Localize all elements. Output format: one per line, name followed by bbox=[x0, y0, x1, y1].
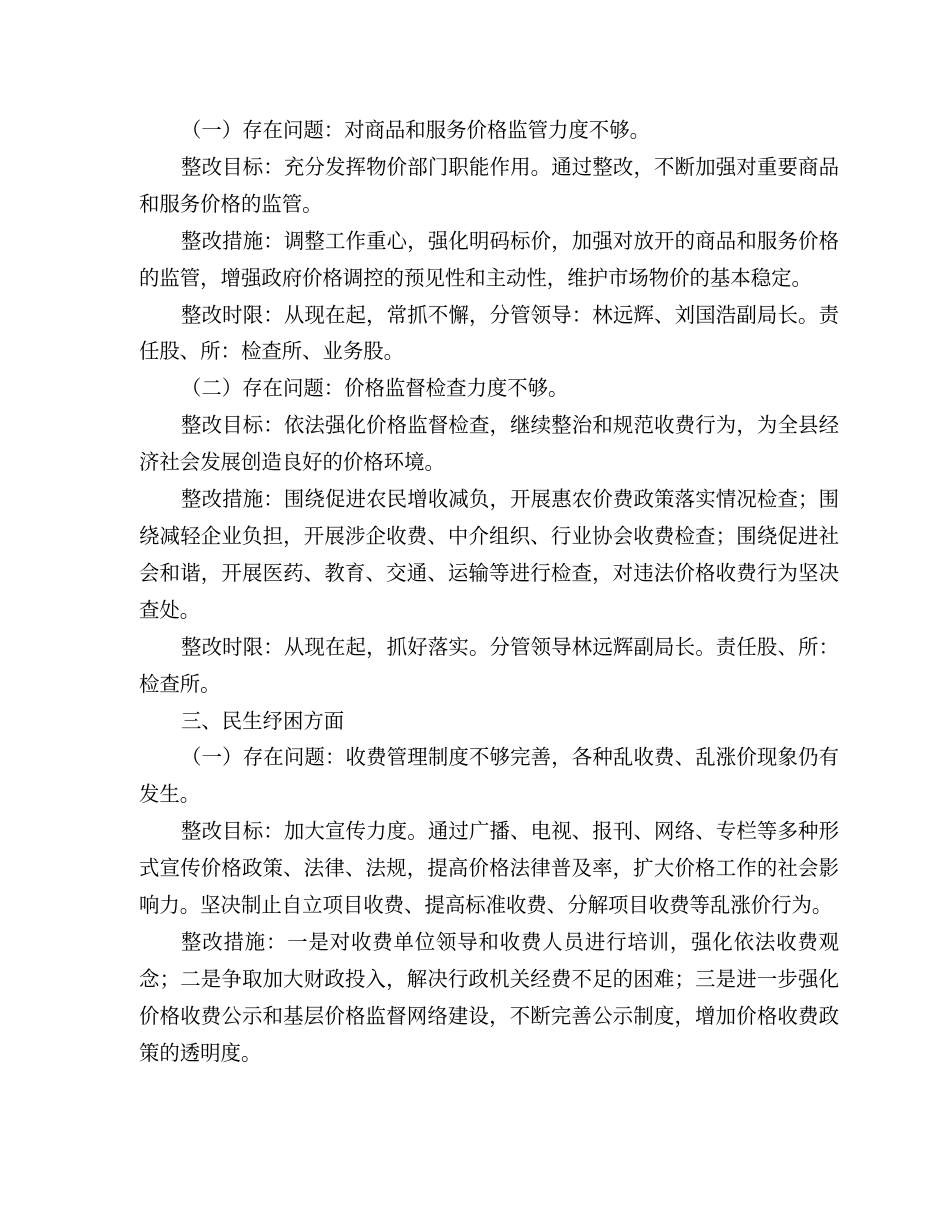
paragraph-problem-2: （二）存在问题：价格监督检查力度不够。 bbox=[181, 376, 569, 401]
paragraph-goal-3: 整改目标：加大宣传力度。通过广播、电视、报刊、网络、专栏等多种形式宣传价格政策、法律、法规，提高价格法律普及率，扩大价格工作的社会影响力。坚决制止自立项目收费、提高标准收费、分解项目收费等乱涨价行为。 bbox=[139, 819, 839, 918]
paragraph-problem-3: （一）存在问题：收费管理制度不够完善，各种乱收费、乱涨价现象仍有发生。 bbox=[139, 745, 839, 807]
paragraph-deadline-2: 整改时限：从现在起，抓好落实。分管领导林远辉副局长。责任股、所：检查所。 bbox=[139, 634, 839, 696]
paragraph-goal-2: 整改目标：依法强化价格监督检查，继续整治和规范收费行为，为全县经济社会发展创造良好的价格环境。 bbox=[139, 413, 839, 475]
paragraph-measures-1: 整改措施：调整工作重心，强化明码标价，加强对放开的商品和服务价格的监管，增强政府价格调控的预见性和主动性，维护市场物价的基本稳定。 bbox=[139, 228, 839, 290]
document-body bbox=[139, 112, 839, 1072]
paragraph-problem-1: （一）存在问题：对商品和服务价格监管力度不够。 bbox=[181, 118, 650, 142]
paragraph-measures-3: 整改措施：一是对收费单位领导和收费人员进行培训，强化依法收费观念；二是争取加大财政投入，解决行政机关经费不足的困难；三是进一步强化价格收费公示和基层价格监督网络建设，不断完善公示制度，增加价格收费政策的透明度。 bbox=[139, 929, 839, 1065]
section-heading-3: 三、民生纾困方面 bbox=[181, 708, 345, 733]
paragraph-deadline-1: 整改时限：从现在起，常抓不懈，分管领导：林远辉、刘国浩副局长。责任股、所：检查所、业务股。 bbox=[139, 302, 839, 364]
paragraph-measures-2: 整改措施：围绕促进农民增收减负，开展惠农价费政策落实情况检查；围绕减轻企业负担，开展涉企收费、中介组织、行业协会收费检查；围绕促进社会和谐，开展医药、教育、交通、运输等进行检查，对违法价格收费行为坚决查处。 bbox=[139, 487, 839, 622]
paragraph-goal-1: 整改目标：充分发挥物价部门职能作用。通过整改，不断加强对重要商品和服务价格的监管。 bbox=[139, 154, 839, 216]
